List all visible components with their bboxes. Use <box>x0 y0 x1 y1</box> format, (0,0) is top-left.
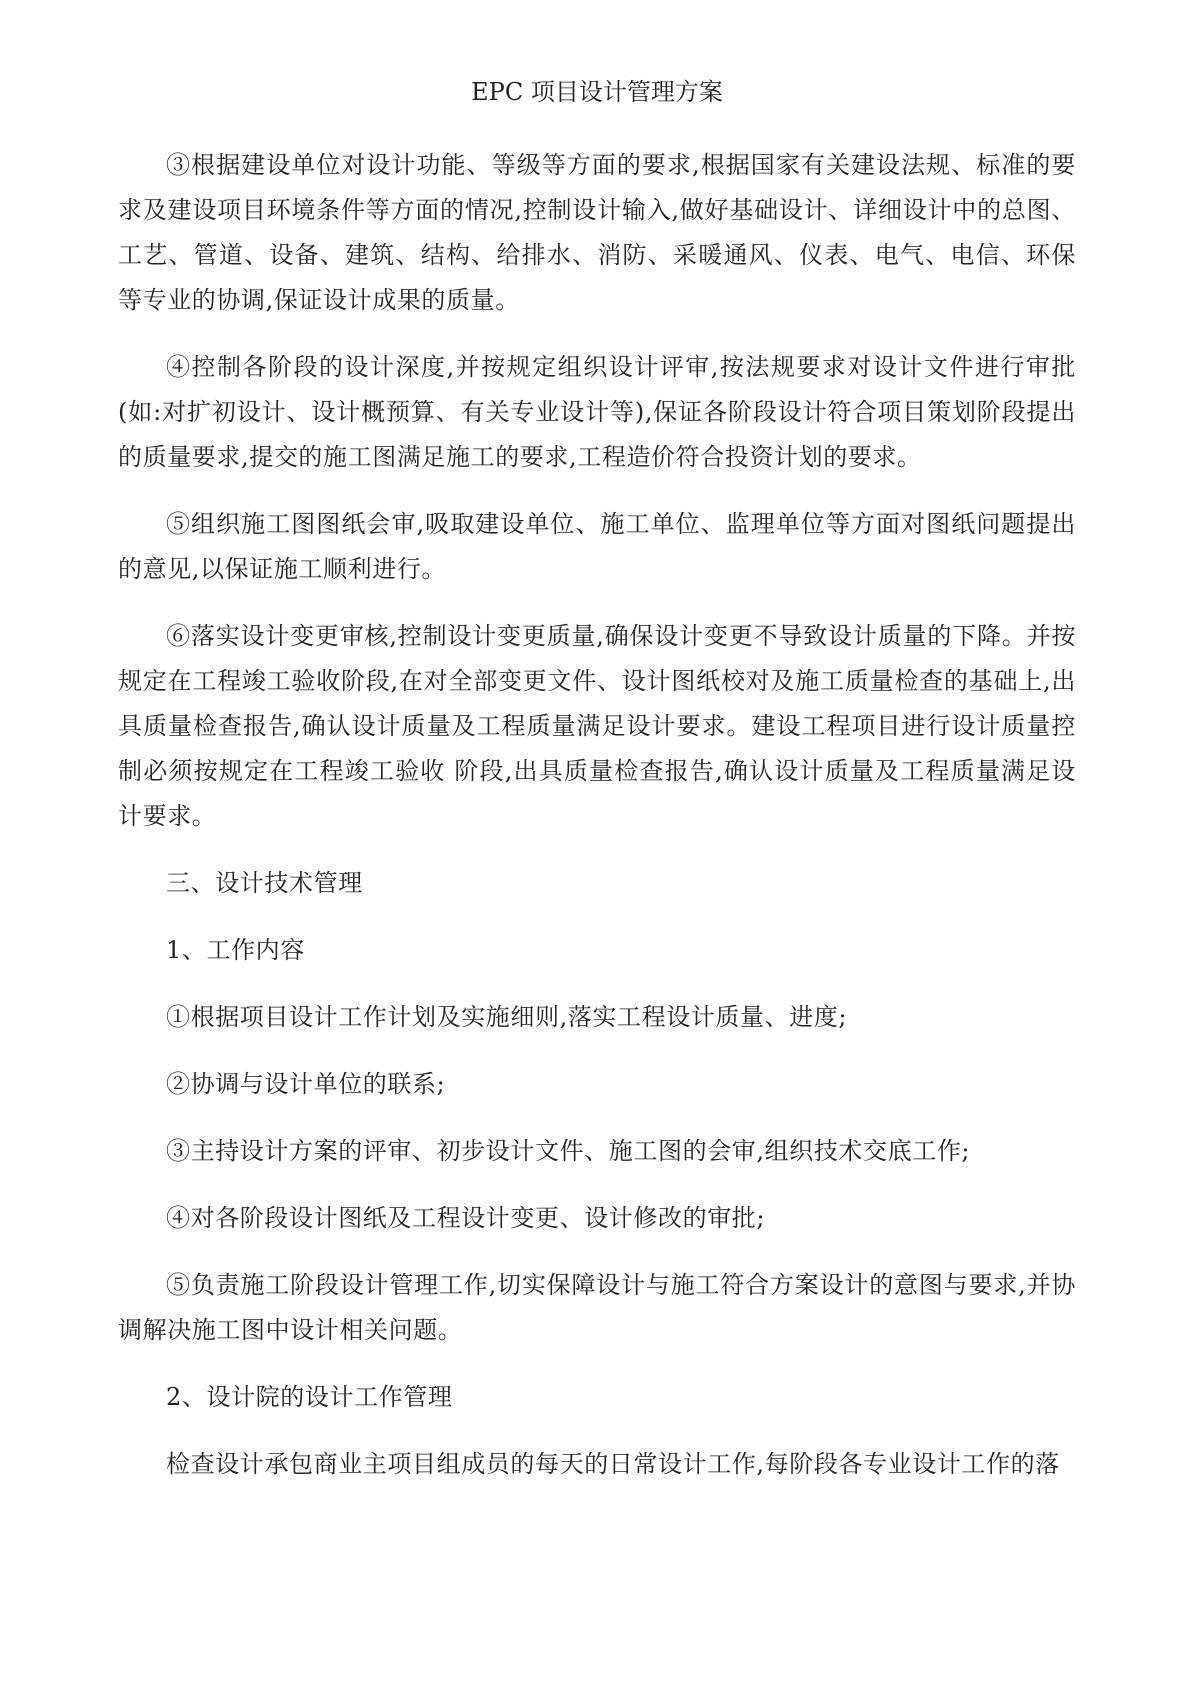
list-item-design-scheme-review: ③主持设计方案的评审、初步设计文件、施工图的会审,组织技术交底工作; <box>166 1137 971 1165</box>
subsection-heading-design-institute-management: 2、设计院的设计工作管理 <box>166 1383 453 1411</box>
paragraph-design-depth-review: ④控制各阶段的设计深度,并按规定组织设计评审,按法规要求对设计文件进行审批(如:对扩初设计、设计概预算、有关专业设计等),保证各阶段设计符合项目策划阶段提出的质量要求,提交的施工图满足施工的要求,工程造价符合投资计划的要求。 <box>118 353 1076 471</box>
paragraph-drawing-joint-review: ⑤组织施工图图纸会审,吸取建设单位、施工单位、监理单位等方面对图纸问题提出的意见,以保证施工顺利进行。 <box>118 510 1076 583</box>
list-item-construction-phase-design: ⑤负责施工阶段设计管理工作,切实保障设计与施工符合方案设计的意图与要求,并协调解决施工图中设计相关问题。 <box>118 1271 1076 1344</box>
list-item-drawing-approval: ④对各阶段设计图纸及工程设计变更、设计修改的审批; <box>166 1204 766 1232</box>
list-item-work-plan: ①根据项目设计工作计划及实施细则,落实工程设计质量、进度; <box>166 1003 848 1031</box>
section-heading-design-tech-management: 三、设计技术管理 <box>166 869 363 897</box>
document-title: EPC 项目设计管理方案 <box>471 78 723 106</box>
paragraph-daily-design-check: 检查设计承包商业主项目组成员的每天的日常设计工作,每阶段各专业设计工作的落 <box>166 1450 1060 1478</box>
paragraph-design-change-review: ⑥落实设计变更审核,控制设计变更质量,确保设计变更不导致设计质量的下降。并按规定在工程竣工验收阶段,在对全部变更文件、设计图纸校对及施工质量检查的基础上,出具质量检查报告,确认设计质量及工程质量满足设计要求。建设工程项目进行设计质量控制必须按规定在工程竣工验收 阶段,出具质量检查报告,确认设计质量及工程质量满足设计要求。 <box>118 622 1076 830</box>
paragraph-design-input-control: ③根据建设单位对设计功能、等级等方面的要求,根据国家有关建设法规、标准的要求及建设项目环境条件等方面的情况,控制设计输入,做好基础设计、详细设计中的总图、工艺、管道、设备、建筑、结构、给排水、消防、采暖通风、仪表、电气、电信、环保等专业的协调,保证设计成果的质量。 <box>118 151 1076 314</box>
list-item-coordinate-design-unit: ②协调与设计单位的联系; <box>166 1070 446 1098</box>
subsection-heading-work-content: 1、工作内容 <box>166 936 305 964</box>
